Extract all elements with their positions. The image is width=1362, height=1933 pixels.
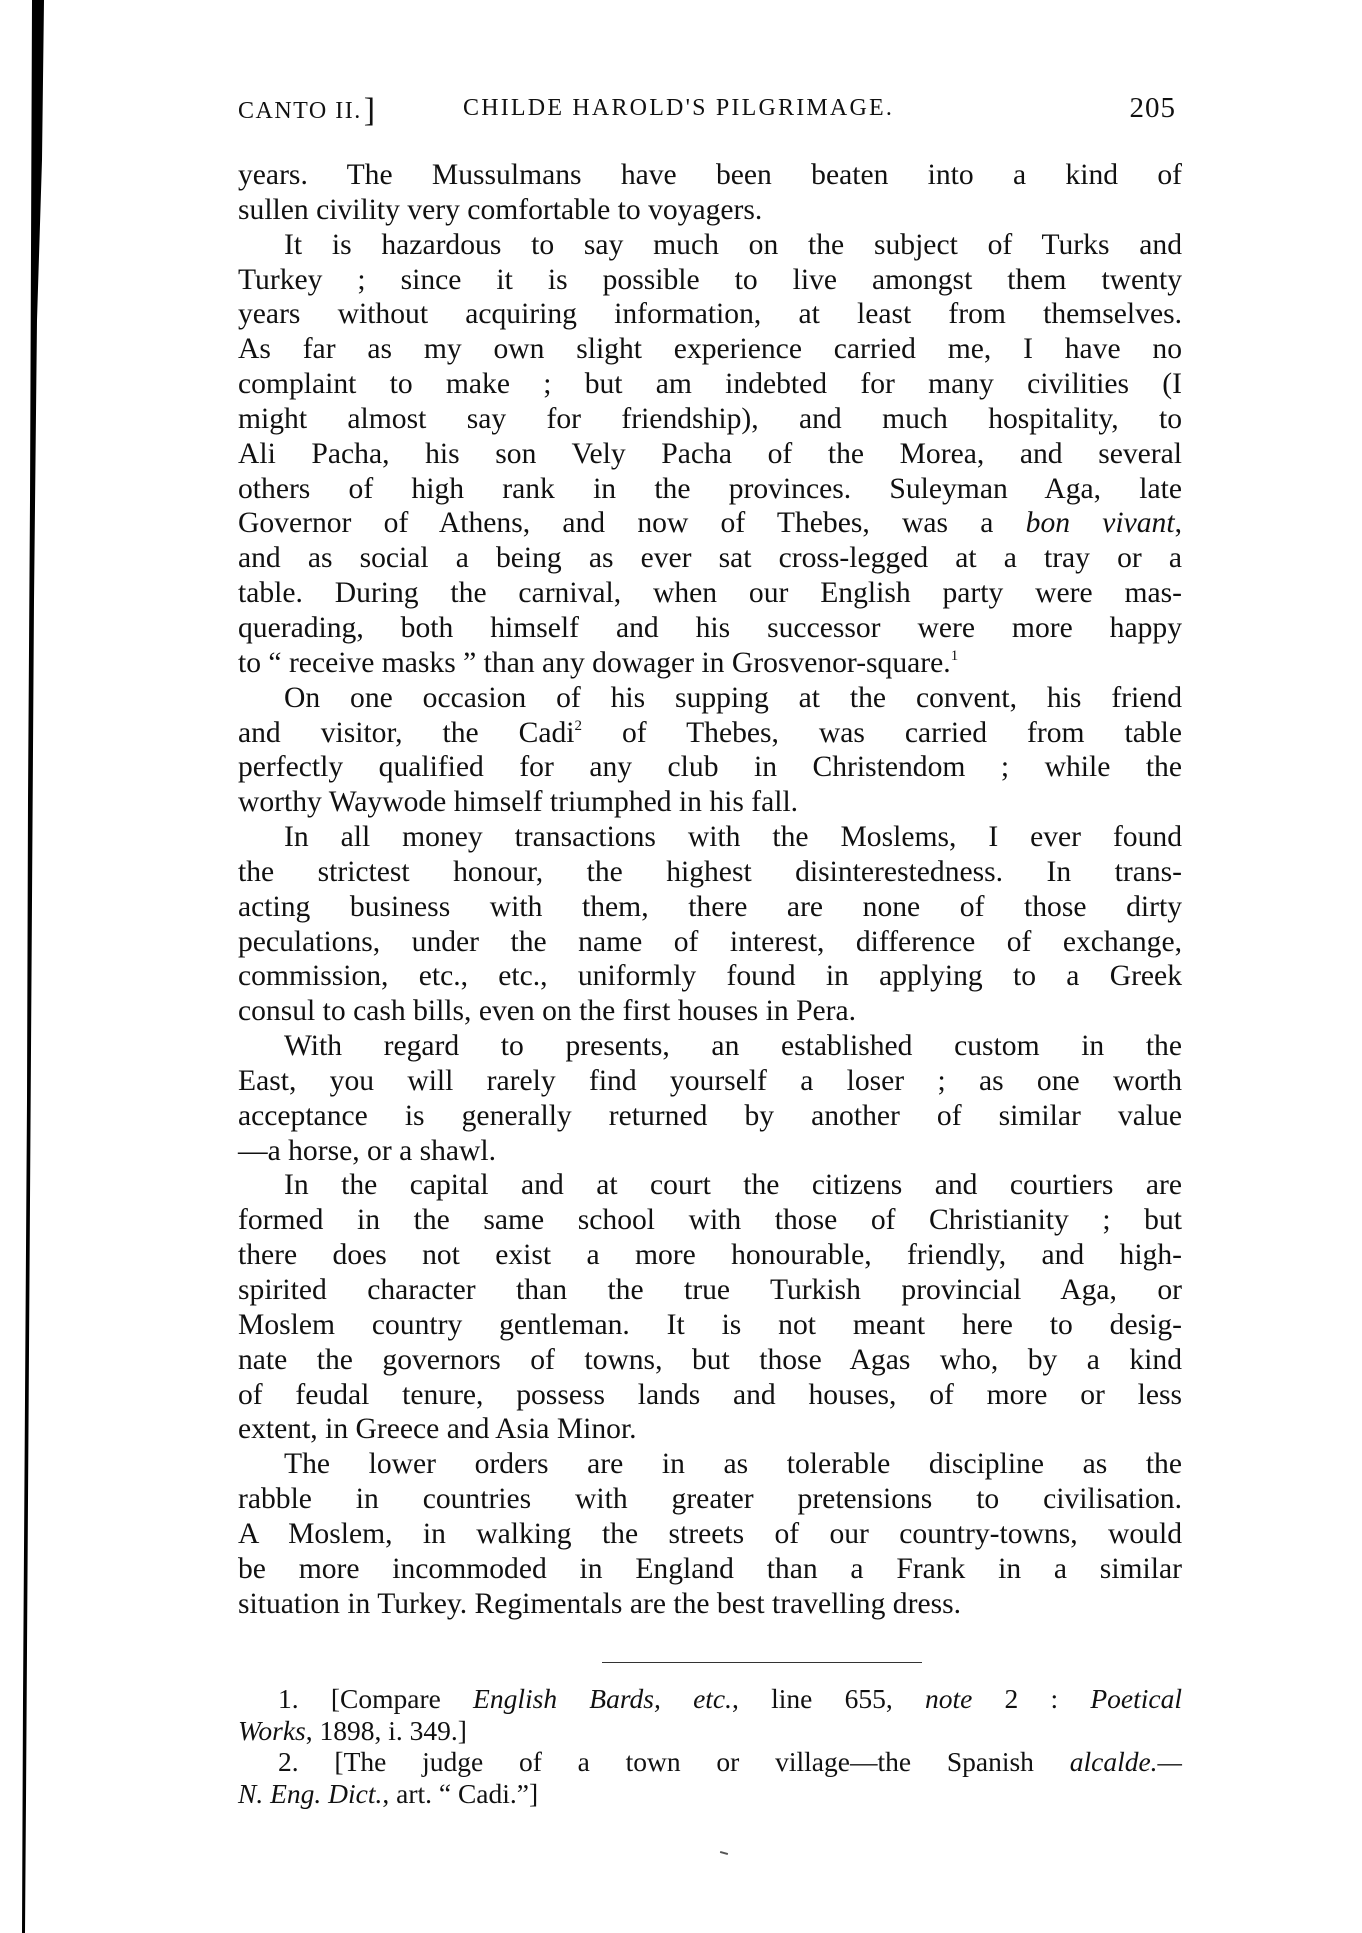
running-head bbox=[238, 88, 1182, 128]
footnote-line bbox=[238, 1715, 1182, 1747]
text-run: table. During the carnival, when our English party were mas- bbox=[238, 577, 1182, 610]
text-run: Ali Pacha, his son Vely Pacha of the Morea, and several bbox=[238, 437, 1182, 470]
text-run: It is hazardous to say much on the subject of Turks and bbox=[284, 228, 1182, 261]
canto-label: CANTO II.] bbox=[238, 92, 376, 129]
text-run: Governor of Athens, and now of Thebes, was a bbox=[238, 507, 1026, 540]
body-line bbox=[238, 855, 1182, 890]
body-line bbox=[238, 402, 1182, 437]
text-run: A Moslem, in walking the streets of our country-towns, would bbox=[238, 1517, 1182, 1550]
text-run: The lower orders are in as tolerable discipline as the bbox=[284, 1448, 1182, 1481]
text-run: As far as my own slight experience carried me, I have no bbox=[238, 333, 1182, 366]
body-line bbox=[238, 437, 1182, 472]
text-run: In the capital and at court the citizens and courtiers are bbox=[284, 1169, 1182, 1202]
body-line bbox=[238, 1273, 1182, 1308]
text-run: 1. [Compare bbox=[278, 1683, 474, 1714]
text-run: there does not exist a more honourable, friendly, and high- bbox=[238, 1239, 1182, 1272]
body-line bbox=[238, 611, 1182, 646]
text-run: acting business with them, there are none of those dirty bbox=[238, 890, 1182, 923]
text-run: years. The Mussulmans have been beaten into a kind of bbox=[238, 159, 1182, 191]
footnote-marker: 2 bbox=[574, 717, 583, 734]
body-line bbox=[238, 1517, 1182, 1552]
body-line bbox=[238, 297, 1182, 332]
footnote-line bbox=[238, 1746, 1182, 1778]
text-run: perfectly qualified for any club in Christendom ; while the bbox=[238, 751, 1182, 784]
italic-text: bon vivant bbox=[1025, 507, 1175, 540]
body-line bbox=[238, 472, 1182, 507]
body-line bbox=[238, 1099, 1182, 1134]
text-run: complaint to make ; but am indebted for many civilities (I bbox=[238, 368, 1182, 401]
text-run: might almost say for friendship), and much hospitality, to bbox=[238, 402, 1182, 435]
body-line bbox=[238, 1203, 1182, 1238]
text-run: situation in Turkey. Regimentals are the best travelling dress. bbox=[238, 1587, 962, 1620]
italic-text: Poetical bbox=[1090, 1683, 1183, 1714]
body-line bbox=[238, 1238, 1182, 1273]
text-run: formed in the same school with those of Christianity ; but bbox=[238, 1204, 1182, 1237]
text-run: and visitor, the Cadi bbox=[238, 716, 575, 749]
text-run: , line 655, bbox=[732, 1683, 925, 1714]
text-run: and as social a being as ever sat cross-legged at a tray or a bbox=[238, 542, 1182, 575]
text-run: peculations, under the name of interest, difference of exchange, bbox=[238, 925, 1182, 958]
text-run: Moslem country gentleman. It is not meant here to desig- bbox=[238, 1308, 1182, 1341]
body-line bbox=[238, 1029, 1182, 1064]
body-line bbox=[238, 1378, 1182, 1413]
text-run: be more incommoded in England than a Frank in a similar bbox=[238, 1552, 1182, 1585]
body-line bbox=[238, 576, 1182, 611]
body-line bbox=[238, 925, 1182, 960]
text-run: rabble in countries with greater pretensions to civilisation. bbox=[238, 1483, 1182, 1516]
text-run: commission, etc., etc., uniformly found in applying to a Greek bbox=[238, 960, 1182, 993]
body-line bbox=[238, 681, 1182, 716]
text-run: , 1898, i. 349.] bbox=[305, 1714, 467, 1746]
text-run: querading, both himself and his successor were more happy bbox=[238, 611, 1182, 644]
body-line bbox=[238, 646, 1182, 681]
italic-text: note bbox=[924, 1683, 973, 1714]
page-number: 205 bbox=[1129, 92, 1176, 124]
text-run: others of high rank in the provinces. Suleyman Aga, late bbox=[238, 472, 1182, 505]
body-line bbox=[238, 994, 1182, 1029]
book-title: CHILDE HAROLD'S PILGRIMAGE. bbox=[463, 95, 895, 121]
footnote-line bbox=[238, 1778, 1182, 1810]
body-line bbox=[238, 820, 1182, 855]
text-run: acceptance is generally returned by another of similar value bbox=[238, 1099, 1182, 1132]
body-line bbox=[238, 959, 1182, 994]
text-run: the strictest honour, the highest disinterestedness. In trans- bbox=[238, 855, 1182, 888]
text-run: East, you will rarely find yourself a loser ; as one worth bbox=[238, 1064, 1182, 1097]
scan-speck bbox=[720, 1851, 728, 1855]
text-run: In all money transactions with the Moslems, I ever found bbox=[284, 821, 1182, 854]
italic-text: Works bbox=[238, 1714, 306, 1746]
text-run: sullen civility very comfortable to voyagers. bbox=[238, 193, 763, 226]
text-run: With regard to presents, an established custom in the bbox=[284, 1030, 1182, 1063]
body-line bbox=[238, 1482, 1182, 1517]
italic-text: English Bards, etc. bbox=[473, 1683, 733, 1714]
body-line bbox=[238, 1412, 1182, 1447]
text-run: of feudal tenure, possess lands and houses, of more or less bbox=[238, 1378, 1182, 1411]
text-run: , art. “ Cadi.”] bbox=[382, 1777, 539, 1809]
body-line bbox=[238, 1343, 1182, 1378]
text-run: years without acquiring information, at least from themselves. bbox=[238, 298, 1182, 331]
text-run: of Thebes, was carried from table bbox=[582, 716, 1182, 749]
body-line bbox=[238, 1308, 1182, 1343]
italic-text: alcalde.— bbox=[1069, 1746, 1182, 1777]
footnote-line bbox=[238, 1683, 1182, 1715]
body-line bbox=[238, 367, 1182, 402]
text-run: extent, in Greece and Asia Minor. bbox=[238, 1413, 637, 1446]
body-line bbox=[238, 1447, 1182, 1482]
text-run: Turkey ; since it is possible to live amongst them twenty bbox=[238, 263, 1182, 296]
body-line bbox=[238, 1168, 1182, 1203]
body-line bbox=[238, 1134, 1182, 1169]
italic-text: N. Eng. Dict. bbox=[238, 1777, 383, 1809]
body-line bbox=[238, 716, 1182, 751]
body-line bbox=[238, 1064, 1182, 1099]
footnote-rule bbox=[602, 1662, 922, 1663]
body-line bbox=[238, 541, 1182, 576]
body-line bbox=[238, 158, 1182, 193]
text-run: On one occasion of his supping at the convent, his friend bbox=[284, 681, 1182, 714]
body-text bbox=[238, 158, 1182, 1621]
text-run: —a horse, or a shawl. bbox=[238, 1134, 497, 1167]
footnote-marker: 1 bbox=[950, 647, 959, 664]
text-run: consul to cash bills, even on the first houses in Pera. bbox=[238, 995, 857, 1028]
body-line bbox=[238, 1552, 1182, 1587]
text-run: , bbox=[1174, 507, 1182, 540]
body-line bbox=[238, 332, 1182, 367]
body-line bbox=[238, 193, 1182, 228]
body-line bbox=[238, 750, 1182, 785]
bracket: ] bbox=[363, 92, 376, 129]
text-run: spirited character than the true Turkish provincial Aga, or bbox=[238, 1274, 1182, 1306]
text-run: nate the governors of towns, but those Agas who, by a kind bbox=[238, 1343, 1182, 1376]
footnotes bbox=[238, 1683, 1182, 1809]
body-line bbox=[238, 1587, 1182, 1622]
body-line bbox=[238, 263, 1182, 298]
text-run: 2 : bbox=[972, 1683, 1091, 1714]
scan-binding-edge bbox=[22, 0, 48, 1933]
body-line bbox=[238, 890, 1182, 925]
text-run: 2. [The judge of a town or village—the Spanish bbox=[278, 1746, 1070, 1777]
body-line bbox=[238, 785, 1182, 820]
text-run: worthy Waywode himself triumphed in his fall. bbox=[238, 786, 799, 819]
text-run: to “ receive masks ” than any dowager in Grosvenor-square. bbox=[238, 646, 951, 679]
body-line bbox=[238, 228, 1182, 263]
body-line bbox=[238, 506, 1182, 541]
